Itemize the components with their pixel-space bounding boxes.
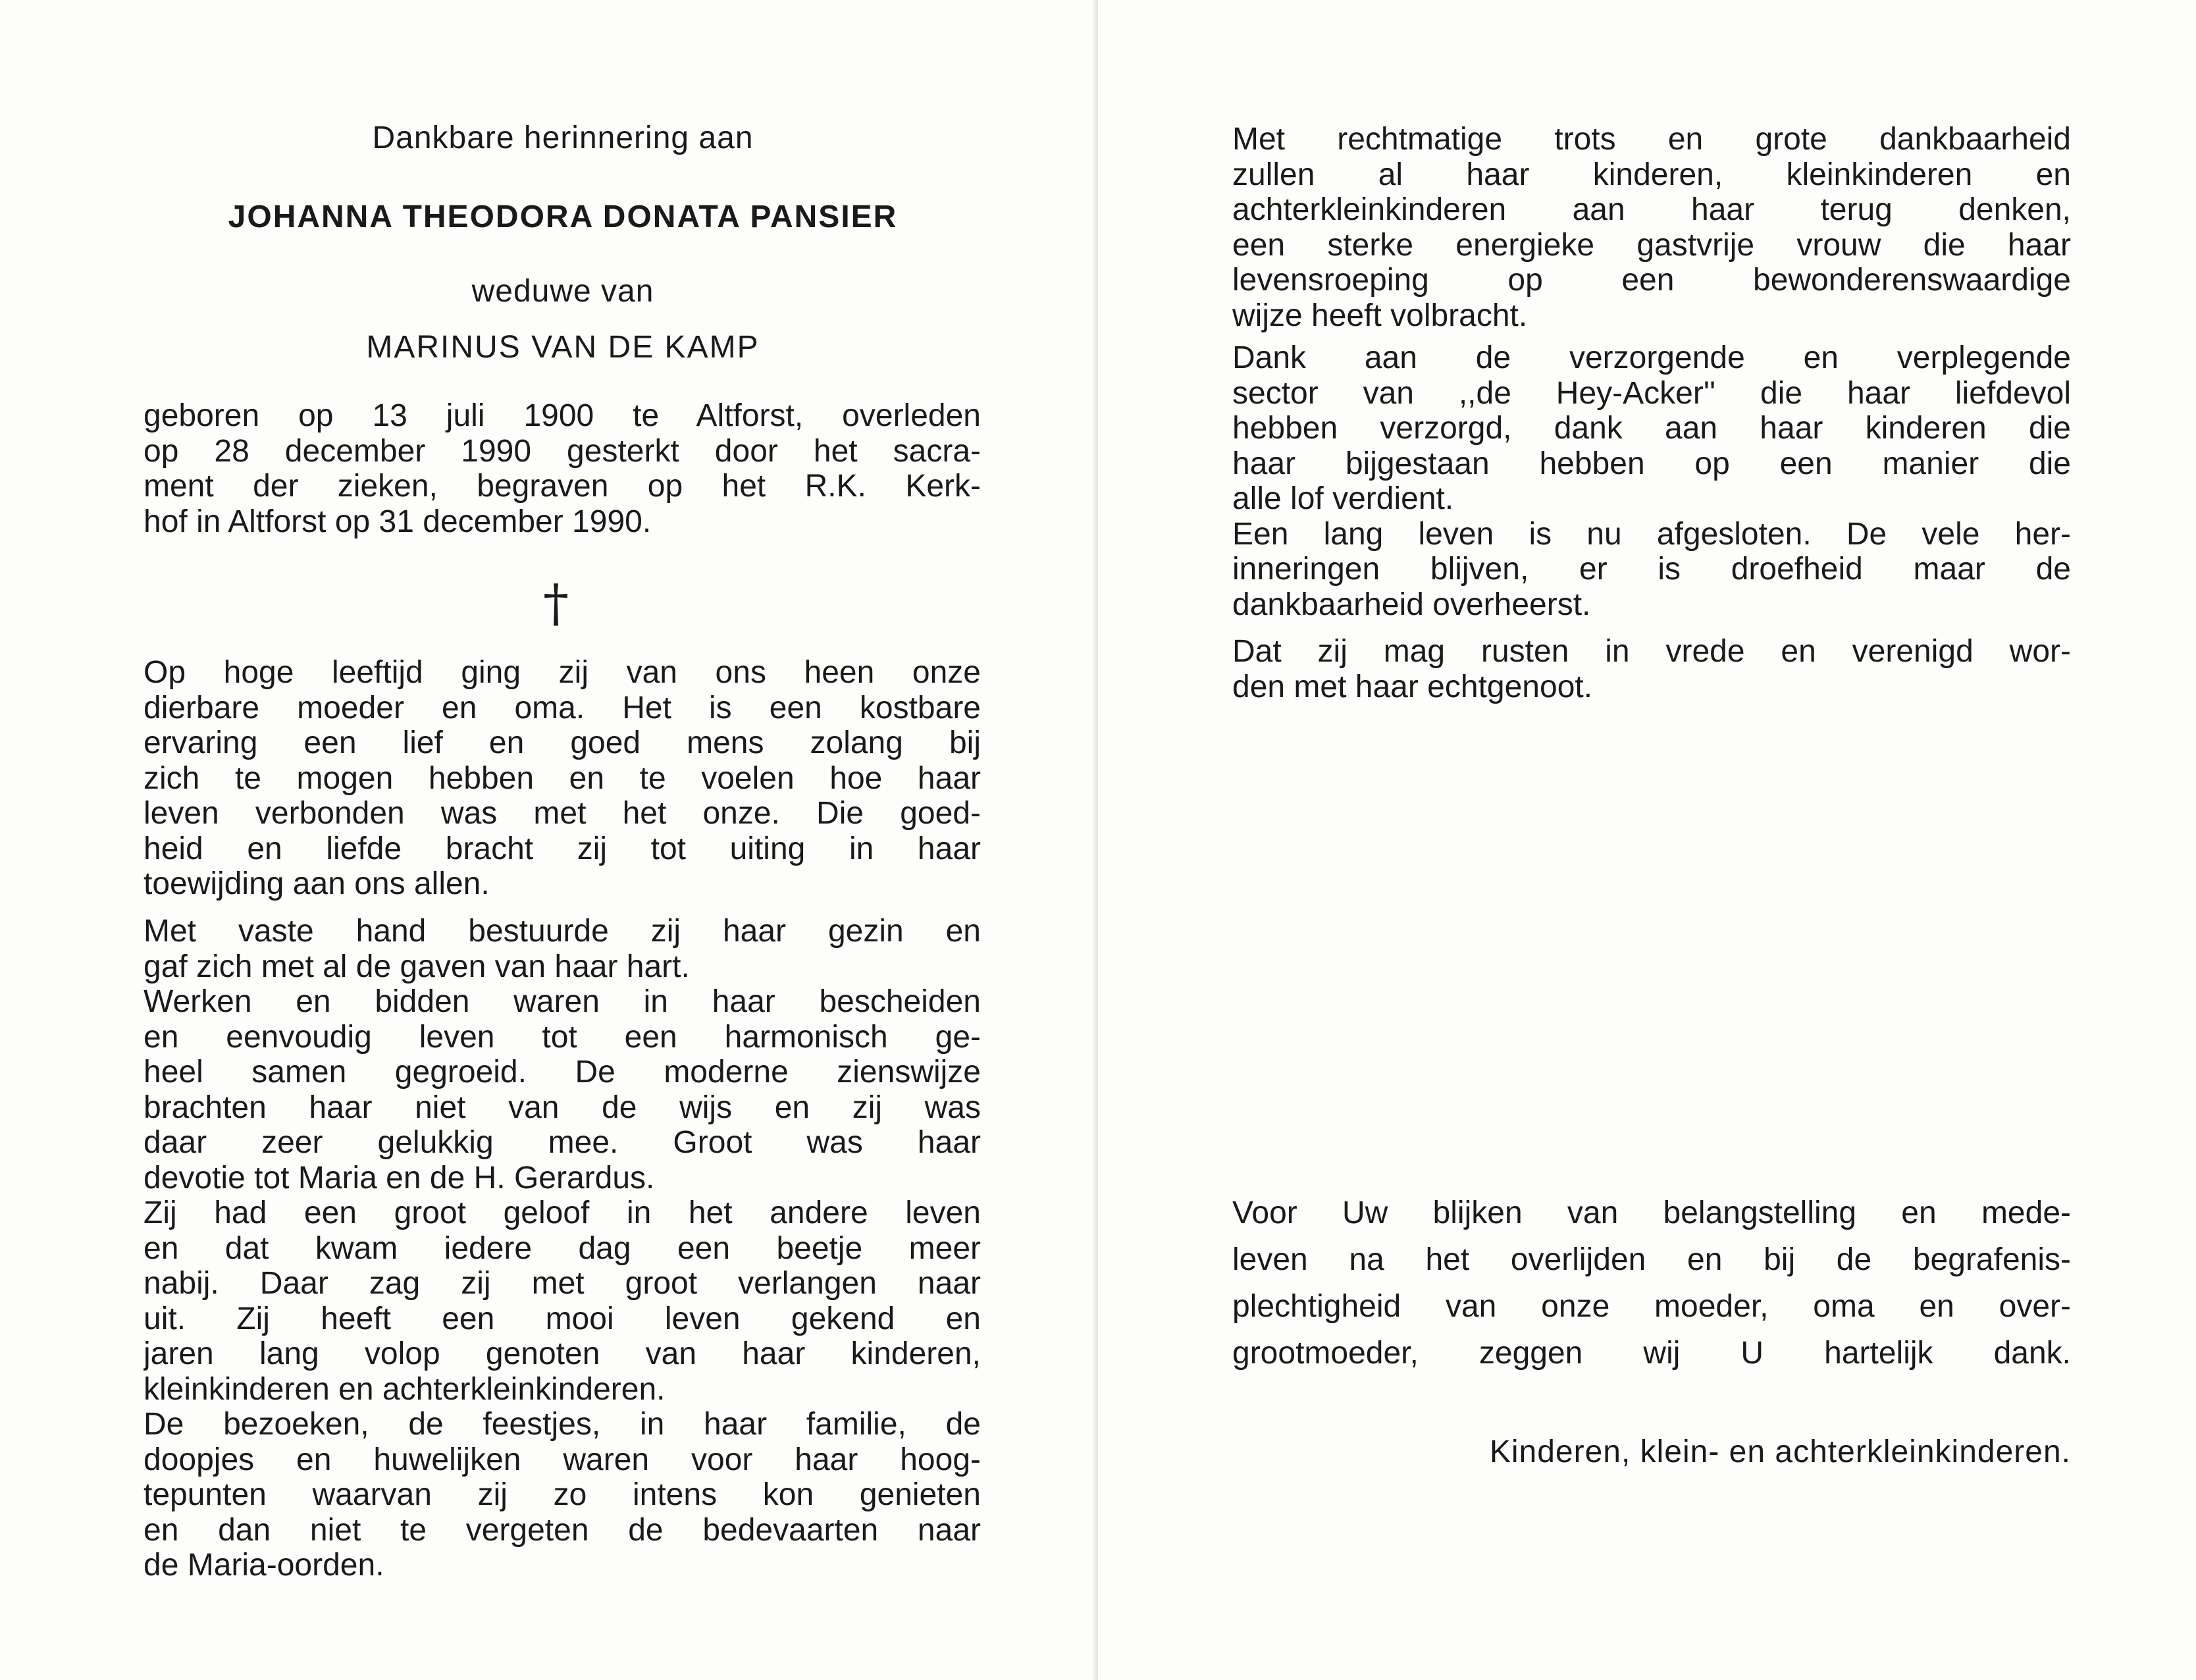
right-paragraph-3	[1232, 634, 2071, 704]
text-line: plechtigheid van onze moeder, oma en over-	[1232, 1289, 2071, 1324]
text-line: De bezoeken, de feestjes, in haar familie, de	[144, 1407, 981, 1442]
text-line: uit. Zij heeft een mooi leven gekend en	[144, 1301, 981, 1336]
text-line: de Maria-oorden.	[144, 1548, 384, 1583]
text-line: Dat zij mag rusten in vrede en verenigd wor-	[1232, 634, 2071, 669]
text-line: haar bijgestaan hebben op een manier die	[1232, 446, 2071, 481]
text-line: kleinkinderen en achterkleinkinderen.	[144, 1371, 666, 1407]
thanks-paragraph	[1232, 1190, 2071, 1377]
text-line: daar zeer gelukkig mee. Groot was haar	[144, 1125, 981, 1160]
signature-line: Kinderen, klein- en achterkleinkinderen.	[1489, 1434, 2071, 1469]
text-line: inneringen blijven, er is droefheid maar de	[1232, 552, 2071, 587]
text-line: heid en liefde bracht zij tot uiting in haar	[144, 831, 981, 866]
text-line: jaren lang volop genoten van haar kinderen,	[144, 1336, 981, 1371]
text-line: op 28 december 1990 gesterkt door het sacra-	[144, 433, 981, 469]
spouse-name: MARINUS VAN DE KAMP	[366, 330, 760, 365]
text-line: wijze heeft volbracht.	[1232, 298, 1528, 333]
memorial-paragraph-2	[144, 914, 981, 1583]
text-line: Met vaste hand bestuurde zij haar gezin en	[144, 914, 981, 949]
memorial-paragraph-1	[144, 655, 981, 902]
cross-icon: †	[543, 574, 569, 633]
text-line: dierbare moeder en oma. Het is een kostbare	[144, 690, 981, 725]
deceased-name: JOHANNA THEODORA DONATA PANSIER	[228, 199, 898, 234]
text-line: Werken en bidden waren in haar bescheiden	[144, 984, 981, 1019]
text-line: ervaring een lief en goed mens zolang bij	[144, 725, 981, 760]
text-line: geboren op 13 juli 1900 te Altforst, overleden	[144, 398, 981, 433]
right-paragraph-2	[1232, 340, 2071, 622]
text-line: een sterke energieke gastvrije vrouw die haar	[1232, 227, 2071, 263]
text-line: heel samen gegroeid. De moderne zienswijze	[144, 1055, 981, 1089]
text-line: sector van ,,de Hey-Acker'' die haar liefdevol	[1232, 375, 2071, 411]
relation-line: weduwe van	[471, 274, 654, 309]
text-line: gaf zich met al de gaven van haar hart.	[144, 949, 690, 984]
text-line: Een lang leven is nu afgesloten. De vele her-	[1232, 516, 2071, 552]
text-line: Dank aan de verzorgende en verplegende	[1232, 340, 2071, 375]
text-line: tepunten waarvan zij zo intens kon genieten	[144, 1477, 981, 1512]
text-line: achterkleinkinderen aan haar terug denken,	[1232, 192, 2071, 227]
text-line: leven verbonden was met het onze. Die goed-	[144, 796, 981, 831]
text-line: Op hoge leeftijd ging zij van ons heen onze	[144, 655, 981, 690]
text-line: devotie tot Maria en de H. Gerardus.	[144, 1160, 655, 1195]
text-line: en dan niet te vergeten de bedevaarten naar	[144, 1512, 981, 1548]
text-line: den met haar echtgenoot.	[1232, 669, 1593, 704]
text-line: alle lof verdient.	[1232, 481, 1454, 516]
text-line: Met rechtmatige trots en grote dankbaarheid	[1232, 122, 2071, 157]
text-line: leven na het overlijden en bij de begrafenis-	[1232, 1242, 2071, 1277]
birth-death-paragraph	[144, 398, 981, 539]
text-line: grootmoeder, zeggen wij U hartelijk dank.	[1232, 1336, 2071, 1371]
text-line: ment der zieken, begraven op het R.K. Kerk-	[144, 469, 981, 504]
text-line: levensroeping op een bewonderenswaardige	[1232, 263, 2071, 298]
text-line: toewijding aan ons allen.	[144, 866, 490, 901]
text-line: doopjes en huwelijken waren voor haar hoog-	[144, 1442, 981, 1477]
text-line: Voor Uw blijken van belangstelling en mede-	[1232, 1195, 2071, 1230]
text-line: en dat kwam iedere dag een beetje meer	[144, 1230, 981, 1266]
text-line: hebben verzorgd, dank aan haar kinderen die	[1232, 411, 2071, 446]
text-line: nabij. Daar zag zij met groot verlangen naar	[144, 1266, 981, 1301]
text-line: zullen al haar kinderen, kleinkinderen en	[1232, 157, 2071, 192]
intro-line: Dankbare herinnering aan	[372, 120, 754, 155]
text-line: zich te mogen hebben en te voelen hoe haar	[144, 760, 981, 796]
text-line: brachten haar niet van de wijs en zij was	[144, 1089, 981, 1125]
text-line: hof in Altforst op 31 december 1990.	[144, 504, 652, 539]
text-line: Zij had een groot geloof in het andere leven	[144, 1195, 981, 1230]
text-line: en eenvoudig leven tot een harmonisch ge-	[144, 1019, 981, 1055]
text-line: dankbaarheid overheerst.	[1232, 587, 1591, 622]
right-paragraph-1	[1232, 122, 2071, 333]
